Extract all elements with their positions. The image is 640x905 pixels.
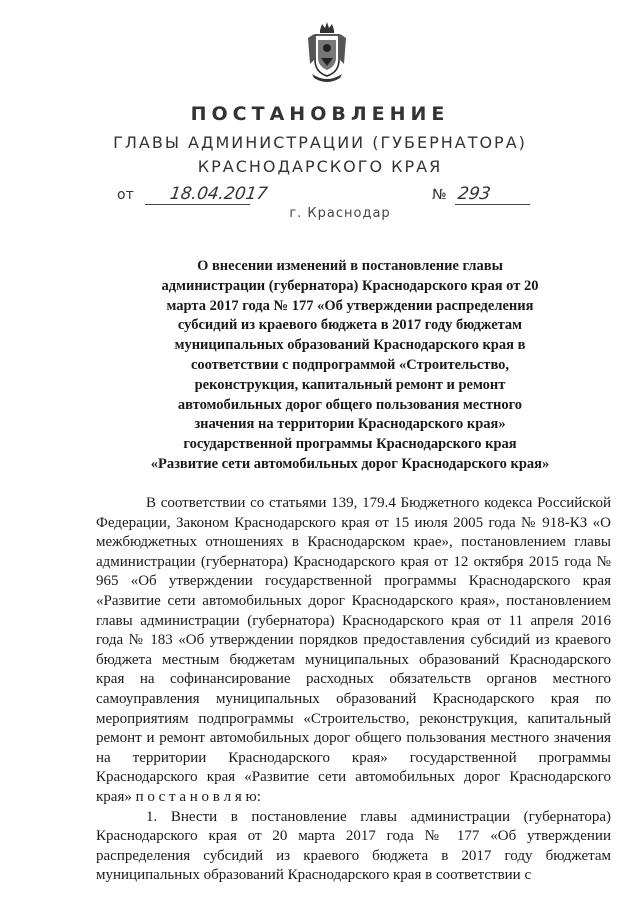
date-label: от	[117, 187, 134, 203]
issuer-heading: ГЛАВЫ АДМИНИСТРАЦИИ (ГУБЕРНАТОРА)	[113, 133, 527, 152]
date-underline	[145, 204, 250, 205]
body-paragraph: В соответствии со статьями 139, 179.4 Бюджетного кодекса Российской Федерации, Законом Краснодарского края от 15 июля 2005 года № 918-КЗ «О межбюджетных отношениях в Краснодарском крае», постановлением главы администрации (губернатора) Краснодарского края от 12 октября 2015 года № 965 «Об утверждении государственной программы Краснодарского края «Развитие сети автомобильных дорог Краснодарского края», постановлением главы администрации (губернатора) Краснодарского края от 11 апреля 2016 года № 183 «Об утверждении порядков предоставления субсидий из краевого бюджета местным бюджетам муниципальных образований Краснодарского края на софинансирование расходных обязательств органов местного самоуправления муниципальных образований Краснодарского края по мероприятиям подпрограммы «Строительство, реконструкция, капитальный ремонт и ремонт автомобильных дорог общего пользования местного значения на территории Краснодарского края» государственной программы Краснодарского края «Развитие сети автомобильных дорог Краснодарского края» п о с т а н о в л я ю:	[96, 495, 611, 805]
document-type-heading: ПОСТАНОВЛЕНИЕ	[190, 103, 450, 125]
coat-of-arms-icon	[304, 20, 350, 86]
date-value: 18.04.2017	[168, 184, 269, 204]
number-underline	[455, 204, 530, 205]
body-paragraph: 1. Внести в постановление главы администрации (губернатора) Краснодарского края от 20 марта 2017 года № 177 «Об утверждении распределения субсидий из краевого бюджета в 2017 году бюджетам муниципальных образований Краснодарского края в соответствии с	[96, 808, 611, 884]
document-body	[96, 494, 611, 886]
region-heading: КРАСНОДАРСКОГО КРАЯ	[197, 157, 443, 176]
number-label: №	[432, 187, 447, 203]
number-value: 293	[456, 184, 492, 204]
city-label: г. Краснодар	[289, 206, 391, 221]
document-title: О внесении изменений в постановление главы администрации (губернатора) Краснодарского края от 20 марта 2017 года № 177 «Об утверждении распределения субсидий из краевого бюджета в 2017 году бюджетам муниципальных образований Краснодарского края в соответствии с подпрограммой «Строительство, реконструкция, капитальный ремонт и ремонт автомобильных дорог общего пользования местного значения на территории Краснодарского края» государственной программы Краснодарского края «Развитие сети автомобильных дорог Краснодарского края»	[150, 258, 550, 472]
